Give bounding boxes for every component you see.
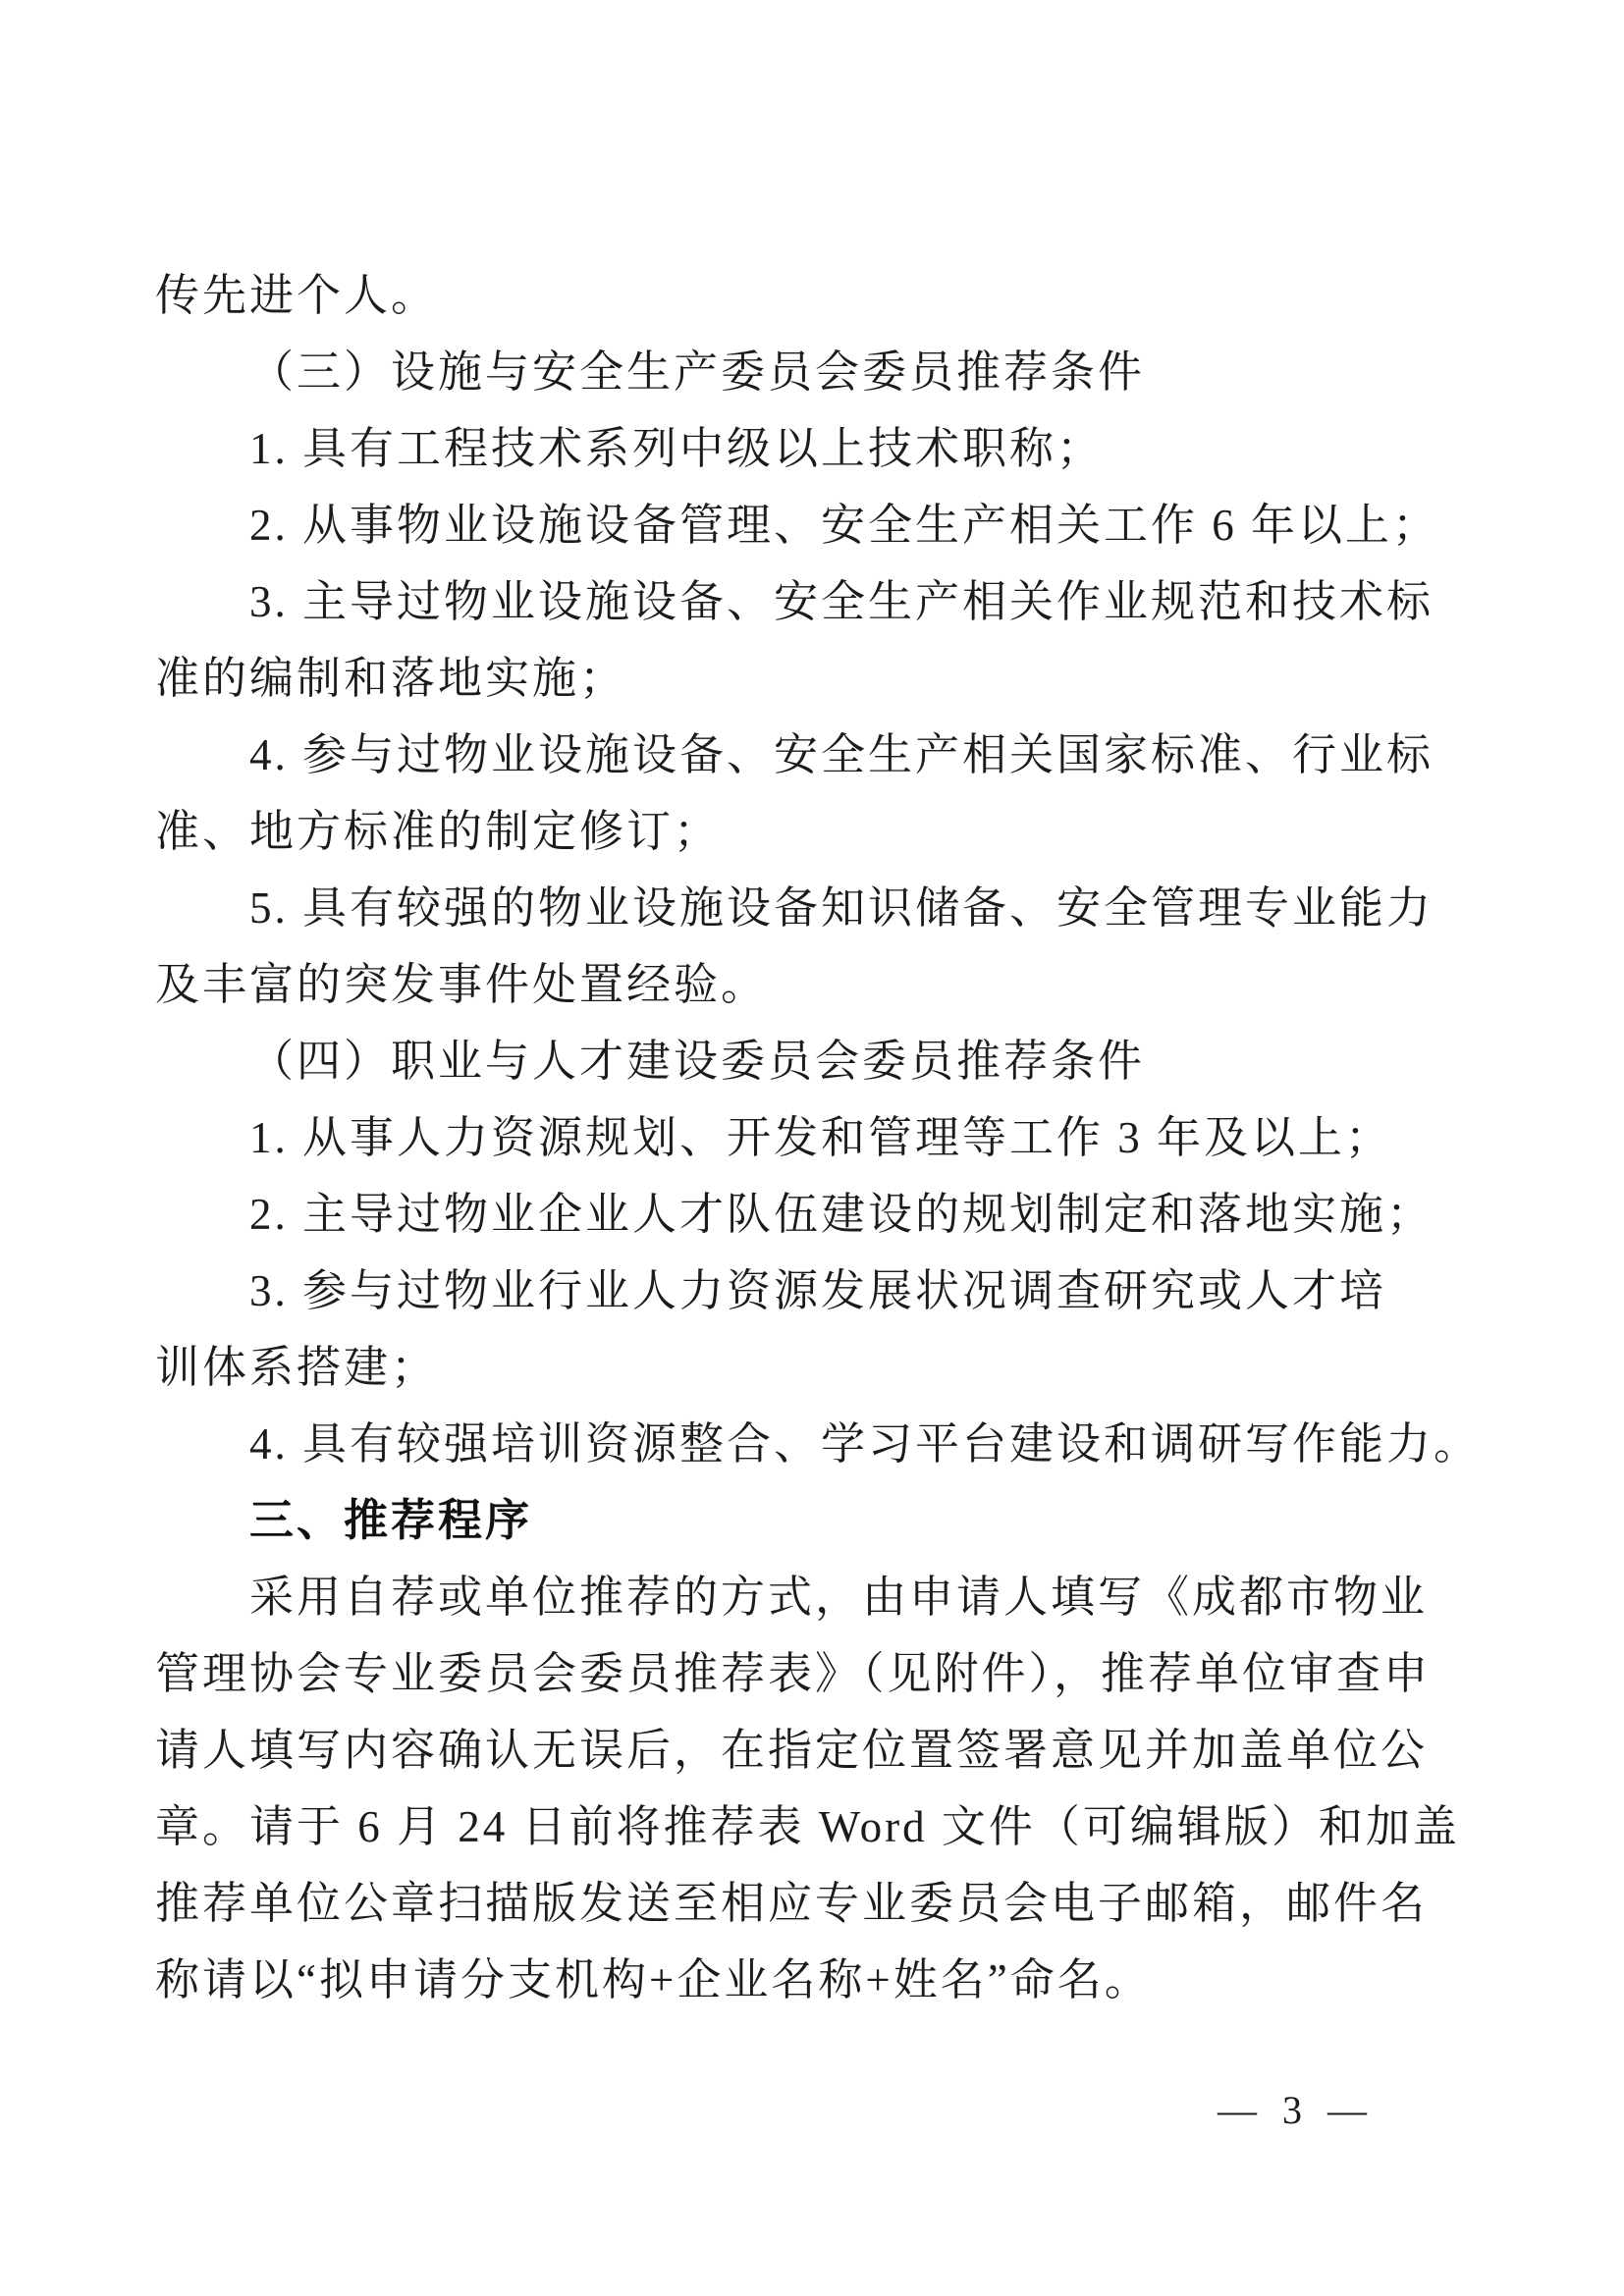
text-line: 及丰富的突发事件处置经验。 — [155, 960, 769, 1009]
page-number: — 3 — — [1218, 2088, 1375, 2132]
text-line: 1. 具有工程技术系列中级以上技术职称； — [249, 424, 1105, 473]
text-line: 章。请于 6 月 24 日前将推荐表 Word 文件（可编辑版）和加盖 — [155, 1802, 1460, 1851]
text-line: 训体系搭建； — [155, 1343, 439, 1392]
text-line: 2. 主导过物业企业人才队伍建设的规划制定和落地实施； — [249, 1190, 1435, 1239]
text-line: 2. 从事物业设施设备管理、安全生产相关工作 6 年以上； — [249, 501, 1440, 550]
text-line: 推荐单位公章扫描版发送至相应专业委员会电子邮箱，邮件名 — [155, 1879, 1429, 1928]
text-line: 管理协会专业委员会委员推荐表》（见附件），推荐单位审查申 — [155, 1649, 1432, 1698]
text-line: 5. 具有较强的物业设施设备知识储备、安全管理专业能力 — [249, 883, 1435, 933]
text-line: 请人填写内容确认无误后，在指定位置签署意见并加盖单位公 — [155, 1726, 1429, 1775]
text-line: 准的编制和落地实施； — [155, 654, 627, 703]
text-line: 3. 参与过物业行业人力资源发展状况调查研究或人才培 — [249, 1266, 1387, 1315]
text-line: （三）设施与安全生产委员会委员推荐条件 — [249, 347, 1146, 397]
document-body — [155, 257, 1482, 2018]
text-line: 3. 主导过物业设施设备、安全生产相关作业规范和技术标 — [249, 577, 1435, 626]
text-line: 4. 具有较强培训资源整合、学习平台建设和调研写作能力。 — [249, 1419, 1482, 1468]
text-line: 4. 参与过物业设施设备、安全生产相关国家标准、行业标 — [249, 730, 1435, 779]
text-line: 采用自荐或单位推荐的方式，由申请人填写《成都市物业 — [249, 1573, 1429, 1622]
text-line: 准、地方标准的制定修订； — [155, 807, 722, 856]
text-line: 1. 从事人力资源规划、开发和管理等工作 3 年及以上； — [249, 1113, 1393, 1162]
text-line: （四）职业与人才建设委员会委员推荐条件 — [249, 1037, 1146, 1086]
section-heading: 三、推荐程序 — [249, 1495, 533, 1545]
text-line: 称请以“拟申请分支机构+企业名称+姓名”命名。 — [155, 1955, 1152, 2004]
text-line: 传先进个人。 — [155, 271, 439, 320]
